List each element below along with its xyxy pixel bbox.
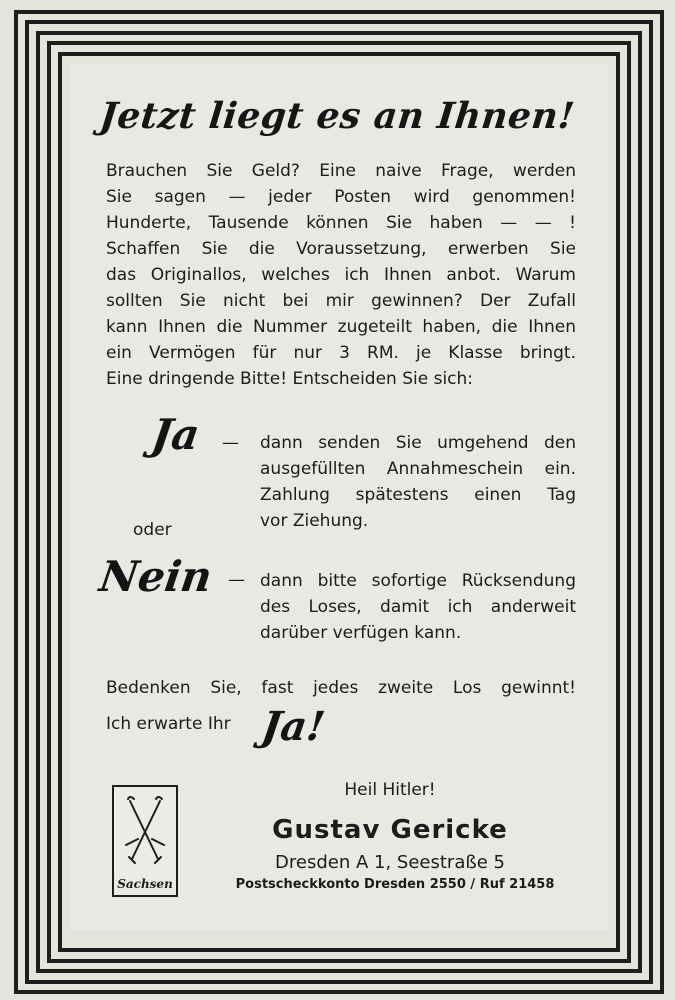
intro-line: das Originallos, welches ich Ihnen anbot. Warum: [106, 265, 576, 285]
no-text: [260, 568, 576, 646]
expect-text: Ich erwarte Ihr: [106, 714, 231, 734]
logo-text: Sachsen: [117, 877, 173, 891]
intro-paragraph: [106, 158, 576, 392]
greeting: Heil Hitler!: [344, 780, 436, 800]
yes-line: Zahlung spätestens einen Tag: [260, 485, 576, 505]
no-line: des Loses, damit ich anderweit: [260, 597, 576, 617]
or-word: oder: [133, 520, 172, 540]
yes-line: dann senden Sie umgehend den: [260, 433, 576, 453]
no-dash: —: [228, 570, 245, 590]
intro-line: Hunderte, Tausende können Sie haben — — !: [106, 213, 576, 233]
yes-line: ausgefüllten Annahmeschein ein.: [260, 459, 576, 479]
crossed-swords-icon: [120, 793, 170, 871]
headline: Jetzt liegt es an Ihnen!: [97, 95, 577, 137]
intro-line: ein Vermögen für nur 3 RM. je Klasse bringt.: [106, 343, 576, 363]
sender-contact: Postscheckkonto Dresden 2550 / Ruf 21458: [235, 877, 555, 892]
intro-line: sollten Sie nicht bei mir gewinnen? Der Zufall: [106, 291, 576, 311]
sender-address: Dresden A 1, Seestraße 5: [275, 852, 505, 873]
saxony-logo: [112, 785, 178, 897]
no-line: dann bitte sofortige Rücksendung: [260, 571, 576, 591]
yes-dash: —: [222, 433, 239, 453]
intro-line: Schaffen Sie die Voraussetzung, erwerben Sie: [106, 239, 576, 259]
no-word: Nein: [96, 552, 216, 601]
yes-word: Ja: [148, 410, 203, 459]
yes-line: vor Ziehung.: [260, 511, 369, 531]
expect-word: Ja!: [258, 703, 328, 750]
intro-line: Eine dringende Bitte! Entscheiden Sie sich:: [106, 369, 474, 389]
intro-line: Brauchen Sie Geld? Eine naive Frage, werden: [106, 161, 576, 181]
closing-line: Bedenken Sie, fast jedes zweite Los gewinnt!: [106, 678, 576, 698]
intro-line: kann Ihnen die Nummer zugeteilt haben, die Ihnen: [106, 317, 576, 337]
sender-name: Gustav Gericke: [272, 815, 508, 845]
intro-line: Sie sagen — jeder Posten wird genommen!: [106, 187, 576, 207]
yes-text: [260, 430, 576, 534]
no-line: darüber verfügen kann.: [260, 623, 462, 643]
